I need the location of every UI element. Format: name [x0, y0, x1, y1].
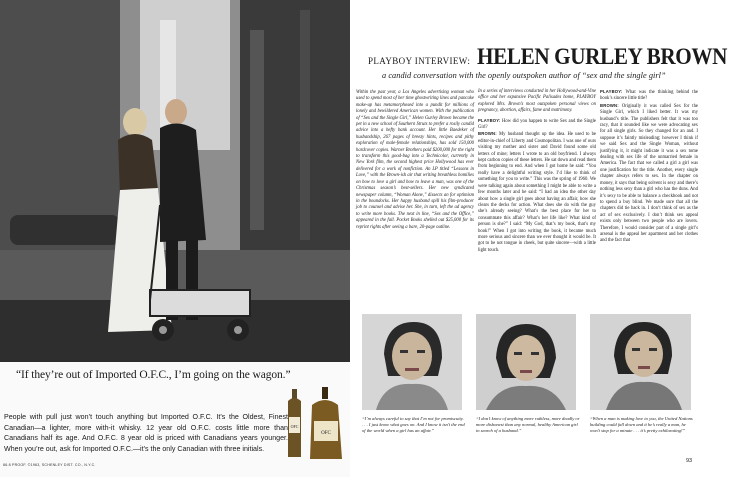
intro-text: Within the past year, a Los Angeles advertising woman who used to spend most of her time ghostwriting lines and pancake make-up has metamorphosed into a pundit for millions of lonely and bewildered American women. With the publication of “Sex and the Single Girl,” Helen Gurley Brown became the pet in a new school of Southern Struts to prefer a rosily candid advice into a hefty bank account. Her little Baedeker of husbandship, 267 pages of breezy hints, recipes and pithy exploration of male-female relationships, has sold 150,000 hardcover copies. Warner Brothers paid $200,000 for the right to transform this good-bag into a Technicolor, currently in New York film, the second highest price Hollywood has ever delivered for a work of nonfiction. An LP titled “Lessons in Love,” with the Brown-ish air that writing breathless homilies on how to love a girl and how to leave a man, was one of the Christmas season’s best-sellers. Her new syndicated newspaper column, “Woman Alone,” dissects an for optimism in the boundocks. Her happy husband spill his film-producer job to counsel and advise her. She, in turn, left the ad agency to write more books. The next in line, “Sex and the Office,” appeared in the fall. Pocket Books shelled out $25,000 for its reprint rights after seeing a bare, 20-page outline. — [356, 90, 474, 230]
interview-subhead: a candid conversation with the openly outspoken author of “sex and the single girl” — [382, 71, 666, 80]
ad-photo-couple-with-wagon — [0, 0, 350, 362]
portrait-photo-1 — [362, 314, 462, 410]
portrait-photo-2 — [476, 314, 576, 410]
answer-label: BROWN: — [600, 102, 619, 108]
answer-label: BROWN: — [478, 131, 497, 137]
caption-1: “I’m always careful to say that I’m not for promiscuity. . . . I just know what goes on. And I know it isn’t the end of the world when a girl has an affair.” — [362, 416, 465, 433]
ad-body-copy: People with pull just won’t touch anything but Imported O.F.C. It’s the Oldest, Finest Canadian—a lighter, more with-it whisky. 12 year old O.F.C. costs little more than Canadians half its age. And O.F.C. 8 year old is priced with Canadians years younger. When you’re out, ask for Imported O.F.C.—it’s the only Canadian with three initials. — [4, 413, 288, 453]
interview-heading — [368, 44, 728, 70]
ad-credit-line: 86.8 PROOF. ©1963, SCHENLEY DIST. CO., N.Y.C. — [3, 463, 96, 467]
caption-2: “I don’t know of anything more ruthless, more deadly or more dishonest than any normal, healthy American girl in search of a husband.” — [476, 416, 580, 433]
interview-title: HELEN GURLEY BROWN — [477, 44, 728, 69]
text-column-3 — [600, 89, 698, 311]
question-text: What was the thinking behind the book’s sincere little title? — [600, 90, 699, 102]
bottle-label-2: OFC — [321, 431, 331, 436]
ad-headline: “If they’re out of Imported O.F.C., I’m going on the wagon.” — [16, 369, 291, 381]
question-label: PLAYBOY: — [600, 89, 623, 94]
bottle-label-1: OFC — [290, 424, 299, 429]
whisky-bottles-image — [286, 383, 348, 463]
answer-text: My husband thought up the idea. He used to be editor-in-chief of Liberty and Cosmopolitan. I was one of ours visiting my mother and sister and David found some old letters of mine; letters I wrote to an old boyfriend. I always kept carbon copies of these letters. He sat down and read them from beginning to end. And when I got home he said: “You really have a delightful writing style. I’d like to think of something for you to write.” This was the spring of 1960. We were talking again about something I might be able to write a few months later and he said: “I had an idea the other day about how a single girl goes about having an affair, how she clears the decks for action. What does she do with the guy she’s already seeing? What’s the best place for her to consummate this affair? What’s her life like? What kind of person is she?” I said: “My God, that’s my book, that’s my book!” When I got into writing the book, it became much more serious and sincere than we ever thought it would be. It got to be not tongue in cheek, but quite sincere—with a little light touch. — [478, 132, 597, 253]
answer-1 — [478, 131, 596, 254]
answer-2 — [600, 103, 698, 245]
intro-column — [356, 90, 474, 310]
question-2 — [600, 89, 698, 103]
question-label: PLAYBOY: — [478, 117, 501, 123]
portrait-photo-3 — [590, 314, 691, 410]
interview-kicker: PLAYBOY INTERVIEW: — [368, 56, 471, 66]
caption-3: “When a man is making love to you, the United Nations building could fall down and it he’s really a man, he won’t stop for a minute . . . it’s pretty exhilarating!” — [590, 416, 693, 433]
page-number: 93 — [686, 458, 693, 464]
ad-photo-drawing — [0, 0, 350, 362]
interview-page — [352, 0, 728, 477]
text-column-2 — [478, 89, 596, 310]
question-1 — [478, 118, 596, 132]
question-text: How did you happen to write Sex and the Single Girl? — [478, 118, 596, 131]
answer-text: Originally it was called Sex for the Single Girl, which I liked better. It was my husband’s title. The publishers felt that it was too racy, that it sounded like we were advocating sex for all single girls. So they changed for an and. I suppose it’s faintly misleading; however I think if we said Sex and the Single Woman, without justifying it, it might indicate it was a sex tome dealing with sex life of the unmarried female in America. The fact that we called a girl a girl was one justification for the title. Another, every single chapter always refers to sex. In the chapter on money, it says that being solvent is sexy and there’s nothing less sexy than a girl who has the duns. And it’s sexy to be able to balance a checkbook and not to spend a buy blind. We made sure that all the chapters did tie back in. I don’t think of sex as the act of sex exclusively. I don’t think sex appeal exists only between two people who are lovers. Therefore, I would consider part of a single girl’s arsenal is the appeal her apartment and her clothes and the fact that — [600, 103, 699, 244]
ad-page — [0, 0, 350, 477]
intro-continued: In a series of interviews conducted in her Hollywood-and-Vine office and her expansive Pacific Palisades home, PLAYBOY explored Mrs. Brown’s most outspoken personal views on pregnancy, abortion, affairs, fame and matrimony. — [478, 89, 596, 114]
